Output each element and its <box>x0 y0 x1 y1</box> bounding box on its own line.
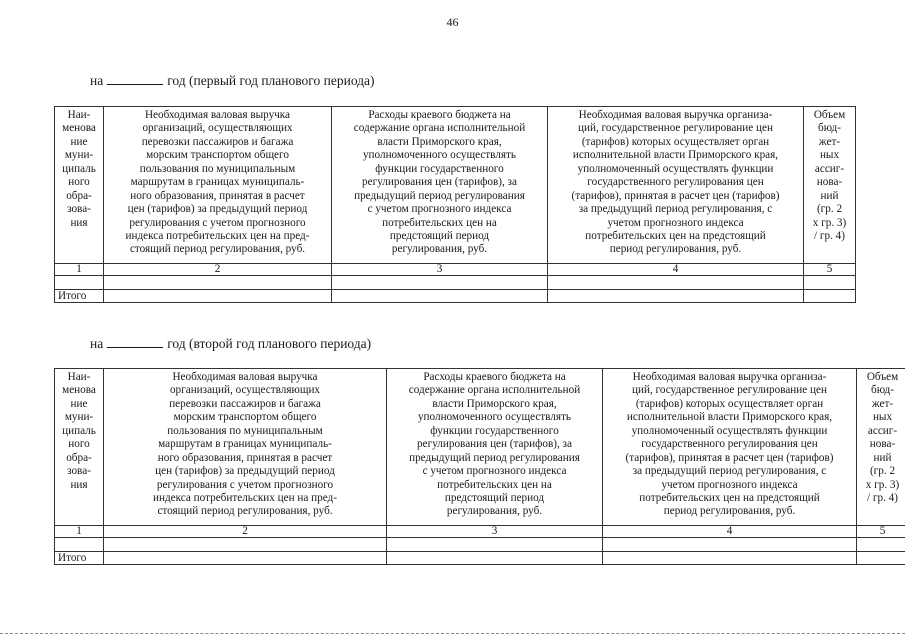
header-cell-municipality: Наи- менова ние муни- ципаль ного обра- зова- ния <box>55 107 104 264</box>
total-row <box>55 290 856 303</box>
total-label: Итого <box>55 290 104 303</box>
header-cell-expenses: Расходы краевого бюджета на содержание органа исполнительной власти Приморского края, уполномоченного осуществлять функции государственного регулирования цен (тарифов), за предыдущий период регулирования с учетом прогнозного индекса потребительских цен на предстоящий период регулирования, руб. <box>332 107 548 264</box>
cell <box>857 552 905 565</box>
cell <box>104 538 387 552</box>
cell <box>603 538 857 552</box>
period-heading-first <box>90 73 375 89</box>
column-number: 5 <box>857 526 905 538</box>
year-blank <box>107 337 163 348</box>
page-number: 46 <box>446 15 459 29</box>
data-row <box>55 538 905 552</box>
column-number: 4 <box>603 526 857 538</box>
column-number: 4 <box>548 264 804 276</box>
cell <box>55 276 104 290</box>
cell <box>387 538 603 552</box>
total-row <box>55 552 905 565</box>
column-number: 2 <box>104 264 332 276</box>
year-blank <box>107 74 163 85</box>
cell <box>332 276 548 290</box>
cell <box>332 290 548 303</box>
column-number: 2 <box>104 526 387 538</box>
header-cell-revenue: Необходимая валовая выручка организаций, осуществляющих перевозки пассажиров и багажа морским транспортом общего пользования по муниципальным маршрутам в границах муниципаль- ного образования, принятая в расчет цен (тарифов) за предыдущий период регулирования с учетом прогнозного индекса потребительских цен на пред- стоящий период регулирования, руб. <box>104 107 332 264</box>
cell <box>104 290 332 303</box>
page-edge-line <box>0 633 905 634</box>
column-number: 3 <box>387 526 603 538</box>
heading-suffix: год (первый год планового периода) <box>167 73 375 88</box>
column-number-row <box>55 526 905 538</box>
data-row <box>55 276 856 290</box>
cell <box>548 290 804 303</box>
period-heading-second <box>90 336 371 352</box>
cell <box>55 538 104 552</box>
cell <box>857 538 905 552</box>
total-label: Итого <box>55 552 104 565</box>
header-cell-revenue: Необходимая валовая выручка организаций, осуществляющих перевозки пассажиров и багажа морским транспортом общего пользования по муниципальным маршрутам в границах муниципаль- ного образования, принятая в расчет цен (тарифов) за предыдущий период регулирования с учетом прогнозного индекса потребительских цен на пред- стоящий период регулирования, руб. <box>104 369 387 526</box>
cell <box>387 552 603 565</box>
header-cell-volume: Объем бюд- жет- ных ассиг- нова- ний (гр. 2 х гр. 3) / гр. 4) <box>857 369 905 526</box>
header-cell-regulated-revenue: Необходимая валовая выручка организа- ций, государственное регулирование цен (тарифов) которых осуществляет орган исполнительной власти Приморского края, уполномоченный осуществлять функции государственного регулирования цен (тарифов), принятая в расчет цен (тарифов) за предыдущий период регулирования, с учетом прогнозного индекса потребительских цен на предстоящий период регулирования, руб. <box>603 369 857 526</box>
column-number: 1 <box>55 526 104 538</box>
header-row <box>55 107 856 264</box>
cell <box>804 290 856 303</box>
cell <box>804 276 856 290</box>
header-cell-volume: Объем бюд- жет- ных ассиг- нова- ний (гр. 2 х гр. 3) / гр. 4) <box>804 107 856 264</box>
heading-prefix: на <box>90 336 104 351</box>
column-number: 3 <box>332 264 548 276</box>
budget-table-first <box>54 106 856 303</box>
heading-suffix: год (второй год планового периода) <box>167 336 372 351</box>
header-cell-municipality: Наи- менова ние муни- ципаль ного обра- зова- ния <box>55 369 104 526</box>
header-row <box>55 369 905 526</box>
cell <box>104 276 332 290</box>
budget-table-second <box>54 368 905 565</box>
column-number-row <box>55 264 856 276</box>
heading-prefix: на <box>90 73 104 88</box>
header-cell-regulated-revenue: Необходимая валовая выручка организа- ций, государственное регулирование цен (тарифов) которых осуществляет орган исполнительной власти Приморского края, уполномоченный осуществлять функции государственного регулирования цен (тарифов), принятая в расчет цен (тарифов) за предыдущий период регулирования, с учетом прогнозного индекса потребительских цен на предстоящий период регулирования, руб. <box>548 107 804 264</box>
column-number: 1 <box>55 264 104 276</box>
cell <box>548 276 804 290</box>
column-number: 5 <box>804 264 856 276</box>
cell <box>104 552 387 565</box>
header-cell-expenses: Расходы краевого бюджета на содержание органа исполнительной власти Приморского края, уполномоченного осуществлять функции государственного регулирования цен (тарифов), за предыдущий период регулирования с учетом прогнозного индекса потребительских цен на предстоящий период регулирования, руб. <box>387 369 603 526</box>
cell <box>603 552 857 565</box>
